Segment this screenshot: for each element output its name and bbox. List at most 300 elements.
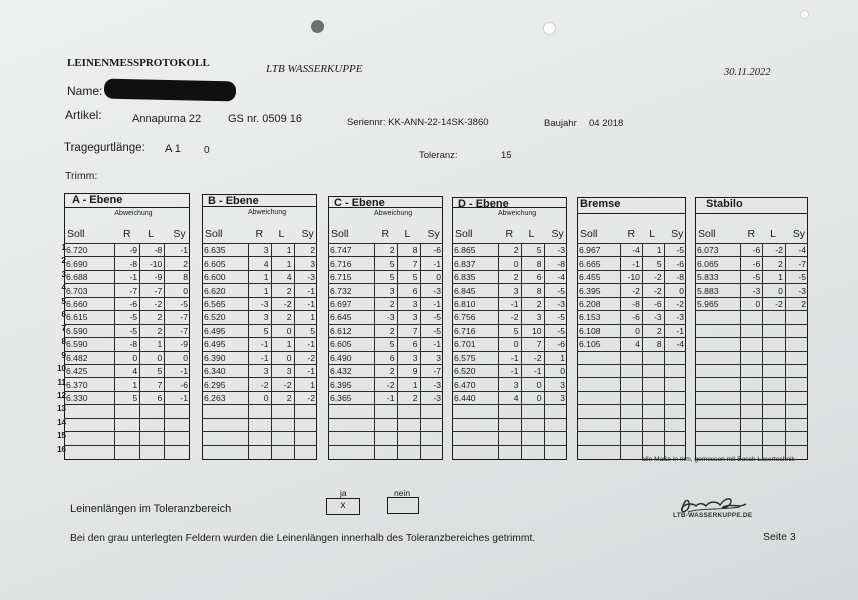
- table-row: [328, 270, 443, 283]
- soll-cell: 6.605: [328, 338, 374, 351]
- deviation-cell: -5: [114, 324, 139, 337]
- block-title: B - Ebene: [208, 195, 259, 207]
- soll-cell: 6.715: [328, 270, 374, 283]
- deviation-cell: 3: [397, 311, 420, 324]
- soll-cell: [452, 418, 498, 431]
- deviation-cell: -6: [621, 311, 643, 324]
- soll-cell: [577, 432, 621, 445]
- table-row: [452, 391, 567, 404]
- deviation-label: Abweichung: [248, 209, 287, 216]
- deviation-cell: [521, 445, 544, 458]
- deviation-cell: [664, 391, 686, 404]
- table-row: [202, 270, 317, 283]
- table-row: [577, 311, 686, 324]
- deviation-cell: 6: [374, 351, 397, 364]
- deviation-cell: 8: [642, 338, 664, 351]
- column-header: Soll: [67, 228, 85, 240]
- deviation-cell: 8: [521, 257, 544, 270]
- column-header: Sy: [301, 228, 314, 240]
- table-row: [202, 432, 317, 445]
- deviation-cell: -6: [740, 244, 763, 257]
- deviation-cell: 1: [271, 338, 294, 351]
- table-row: [452, 432, 567, 445]
- deviation-cell: -6: [165, 378, 190, 391]
- deviation-cell: 4: [271, 270, 294, 283]
- deviation-cell: 2: [785, 297, 808, 310]
- deviation-cell: [621, 405, 643, 418]
- measurement-table: [64, 243, 190, 459]
- deviation-cell: [785, 364, 808, 377]
- column-header: R: [381, 228, 390, 240]
- deviation-cell: -4: [785, 244, 808, 257]
- row-number: 5: [61, 296, 66, 306]
- deviation-cell: [165, 445, 190, 458]
- soll-cell: 6.835: [452, 270, 498, 283]
- deviation-cell: [498, 432, 521, 445]
- punch-hole: [800, 10, 809, 19]
- deviation-cell: [165, 432, 190, 445]
- deviation-cell: -6: [544, 338, 567, 351]
- column-header: Sy: [427, 228, 440, 240]
- deviation-cell: [785, 405, 808, 418]
- deviation-cell: [763, 432, 786, 445]
- soll-cell: 6.395: [577, 284, 621, 297]
- row-number: 6: [61, 310, 66, 320]
- column-header: L: [148, 228, 155, 240]
- table-row: [695, 284, 808, 297]
- column-header: R: [123, 228, 131, 240]
- soll-cell: [695, 364, 740, 377]
- workshop-stamp: [660, 492, 770, 532]
- artikel-label: Artikel:: [65, 108, 102, 122]
- deviation-cell: 0: [544, 364, 567, 377]
- deviation-cell: 1: [248, 284, 271, 297]
- table-row: [577, 378, 686, 391]
- table-row: [695, 364, 808, 377]
- deviation-cell: 2: [374, 244, 397, 257]
- deviation-cell: [621, 418, 643, 431]
- table-row: [328, 297, 443, 310]
- deviation-cell: 1: [114, 378, 139, 391]
- deviation-cell: [740, 311, 763, 324]
- soll-cell: 6.660: [64, 297, 114, 310]
- deviation-cell: [740, 405, 763, 418]
- deviation-cell: -1: [165, 391, 190, 404]
- soll-cell: [64, 445, 114, 458]
- soll-cell: 6.340: [202, 364, 248, 377]
- column-header: R: [255, 228, 264, 240]
- soll-cell: 6.105: [577, 338, 621, 351]
- deviation-cell: -9: [140, 270, 165, 283]
- soll-cell: [577, 418, 621, 431]
- ja-checkbox[interactable]: [326, 498, 360, 515]
- deviation-cell: [374, 405, 397, 418]
- soll-cell: [577, 351, 621, 364]
- deviation-cell: [521, 432, 544, 445]
- table-row: [452, 324, 567, 337]
- table-row: [452, 311, 567, 324]
- soll-cell: [328, 405, 374, 418]
- deviation-cell: 3: [498, 284, 521, 297]
- deviation-cell: [740, 324, 763, 337]
- deviation-cell: [642, 351, 664, 364]
- deviation-cell: -1: [498, 297, 521, 310]
- soll-cell: [202, 445, 248, 458]
- table-row: [328, 391, 443, 404]
- deviation-cell: -1: [294, 338, 317, 351]
- deviation-cell: -1: [621, 257, 643, 270]
- deviation-cell: [763, 405, 786, 418]
- deviation-cell: -2: [621, 284, 643, 297]
- deviation-cell: 3: [374, 284, 397, 297]
- deviation-cell: 5: [374, 338, 397, 351]
- soll-cell: 6.615: [64, 311, 114, 324]
- document-title: LEINENMESSPROTOKOLL: [67, 57, 210, 69]
- deviation-cell: -1: [165, 244, 190, 257]
- soll-cell: 6.756: [452, 311, 498, 324]
- deviation-cell: -1: [248, 338, 271, 351]
- table-row: [695, 324, 808, 337]
- deviation-cell: -2: [294, 391, 317, 404]
- deviation-cell: [740, 391, 763, 404]
- soll-cell: [328, 445, 374, 458]
- deviation-cell: -3: [664, 311, 686, 324]
- deviation-cell: [544, 418, 567, 431]
- row-number: 2: [61, 256, 66, 266]
- soll-cell: [695, 418, 740, 431]
- deviation-cell: -2: [140, 297, 165, 310]
- table-row: [328, 244, 443, 257]
- table-row: [202, 338, 317, 351]
- deviation-cell: [763, 311, 786, 324]
- deviation-cell: 1: [397, 378, 420, 391]
- deviation-cell: 0: [521, 391, 544, 404]
- table-row: [695, 311, 808, 324]
- table-row: [577, 338, 686, 351]
- deviation-cell: 3: [544, 378, 567, 391]
- deviation-cell: [165, 418, 190, 431]
- soll-cell: [577, 364, 621, 377]
- table-row: [452, 297, 567, 310]
- serial-number: Seriennr: KK-ANN-22-14SK-3860: [347, 117, 489, 128]
- deviation-cell: [763, 351, 786, 364]
- deviation-cell: 3: [498, 378, 521, 391]
- deviation-cell: [763, 418, 786, 431]
- baujahr-label: Baujahr: [544, 118, 577, 129]
- table-row: [202, 311, 317, 324]
- deviation-cell: 6: [521, 270, 544, 283]
- table-row: [202, 257, 317, 270]
- soll-cell: 6.073: [695, 244, 740, 257]
- tragegurt-value: 0: [204, 145, 210, 156]
- table-row: [695, 432, 808, 445]
- deviation-cell: 9: [397, 364, 420, 377]
- deviation-cell: [642, 378, 664, 391]
- deviation-cell: -4: [664, 338, 686, 351]
- soll-cell: [202, 405, 248, 418]
- table-row: [328, 405, 443, 418]
- table-row: [577, 284, 686, 297]
- deviation-cell: -2: [271, 378, 294, 391]
- table-row: [64, 324, 190, 337]
- soll-cell: 6.440: [452, 391, 498, 404]
- table-row: [202, 418, 317, 431]
- deviation-cell: 2: [763, 257, 786, 270]
- soll-cell: [695, 405, 740, 418]
- table-row: [577, 364, 686, 377]
- deviation-cell: 0: [271, 324, 294, 337]
- nein-checkbox[interactable]: [387, 497, 419, 514]
- deviation-cell: 1: [642, 244, 664, 257]
- deviation-cell: -3: [785, 284, 808, 297]
- deviation-cell: 1: [248, 270, 271, 283]
- footnote: alle Maße in mm, gemessen mit Bosch Lasertechnik: [642, 456, 795, 463]
- deviation-cell: [294, 405, 317, 418]
- deviation-cell: 5: [114, 391, 139, 404]
- soll-cell: 5.965: [695, 297, 740, 310]
- soll-cell: [452, 405, 498, 418]
- deviation-cell: 5: [521, 244, 544, 257]
- deviation-cell: -4: [621, 244, 643, 257]
- deviation-cell: 1: [271, 257, 294, 270]
- table-row: [452, 244, 567, 257]
- table-row: [577, 297, 686, 310]
- table-row: [202, 391, 317, 404]
- deviation-cell: [114, 432, 139, 445]
- table-row: [64, 378, 190, 391]
- table-row: [328, 378, 443, 391]
- deviation-cell: [785, 378, 808, 391]
- deviation-cell: [521, 418, 544, 431]
- deviation-cell: 8: [397, 244, 420, 257]
- deviation-cell: 7: [397, 257, 420, 270]
- deviation-cell: 1: [294, 378, 317, 391]
- baujahr-value: 04 2018: [589, 118, 624, 129]
- soll-cell: 6.395: [328, 378, 374, 391]
- deviation-cell: [248, 418, 271, 431]
- deviation-cell: -3: [740, 284, 763, 297]
- row-number: 11: [57, 377, 66, 387]
- deviation-cell: -6: [420, 244, 443, 257]
- table-row: [328, 284, 443, 297]
- tragegurt-a: A 1: [165, 143, 181, 155]
- soll-cell: [452, 445, 498, 458]
- table-row: [202, 364, 317, 377]
- nein-label: nein: [394, 488, 411, 498]
- deviation-cell: -4: [544, 270, 567, 283]
- soll-cell: 6.482: [64, 351, 114, 364]
- deviation-cell: [621, 445, 643, 458]
- deviation-cell: [785, 311, 808, 324]
- soll-cell: 6.605: [202, 257, 248, 270]
- deviation-cell: [248, 405, 271, 418]
- deviation-cell: -1: [248, 351, 271, 364]
- block-title: Stabilo: [706, 198, 743, 210]
- deviation-cell: 0: [114, 351, 139, 364]
- column-header: L: [528, 228, 535, 240]
- page-number: Seite 3: [763, 531, 796, 543]
- table-row: [328, 418, 443, 431]
- deviation-cell: [521, 405, 544, 418]
- soll-cell: 6.645: [328, 311, 374, 324]
- deviation-cell: -1: [294, 297, 317, 310]
- column-header: L: [278, 228, 285, 240]
- soll-cell: 6.620: [202, 284, 248, 297]
- deviation-cell: [420, 405, 443, 418]
- soll-cell: [577, 391, 621, 404]
- soll-cell: 6.590: [64, 338, 114, 351]
- soll-cell: [202, 432, 248, 445]
- table-row: [577, 351, 686, 364]
- column-header: Sy: [671, 228, 684, 240]
- redacted-name: [104, 79, 236, 102]
- deviation-cell: [544, 405, 567, 418]
- soll-cell: 6.520: [202, 311, 248, 324]
- column-header: R: [627, 228, 636, 240]
- soll-cell: 6.865: [452, 244, 498, 257]
- table-row: [64, 445, 190, 458]
- deviation-cell: 3: [248, 311, 271, 324]
- deviation-cell: 0: [621, 324, 643, 337]
- soll-cell: 6.690: [64, 257, 114, 270]
- organization-name: LTB WASSERKUPPE: [266, 63, 363, 75]
- deviation-cell: 0: [271, 351, 294, 364]
- deviation-cell: [397, 445, 420, 458]
- column-header: Sy: [551, 228, 564, 240]
- deviation-cell: [642, 432, 664, 445]
- soll-cell: [695, 378, 740, 391]
- deviation-cell: -8: [114, 338, 139, 351]
- table-row: [202, 297, 317, 310]
- block-title-divider: [64, 207, 190, 208]
- soll-cell: [328, 418, 374, 431]
- soll-cell: 6.837: [452, 257, 498, 270]
- soll-cell: [64, 405, 114, 418]
- table-row: [64, 405, 190, 418]
- deviation-cell: -6: [740, 257, 763, 270]
- soll-cell: [577, 378, 621, 391]
- row-number: 9: [61, 350, 66, 360]
- deviation-cell: [294, 432, 317, 445]
- soll-cell: 6.747: [328, 244, 374, 257]
- table-row: [202, 351, 317, 364]
- deviation-cell: 5: [374, 257, 397, 270]
- deviation-cell: -3: [642, 311, 664, 324]
- trim-note: Bei den grau unterlegten Feldern wurden die Leinenlängen innerhalb des Toleranzbereiches getrimmt.: [70, 533, 536, 544]
- deviation-cell: -5: [114, 311, 139, 324]
- deviation-cell: -1: [498, 364, 521, 377]
- deviation-cell: -8: [621, 297, 643, 310]
- soll-cell: 6.720: [64, 244, 114, 257]
- deviation-cell: -1: [294, 364, 317, 377]
- deviation-cell: -2: [374, 378, 397, 391]
- soll-cell: [695, 311, 740, 324]
- deviation-cell: [294, 445, 317, 458]
- column-header: Soll: [580, 228, 598, 240]
- soll-cell: 6.455: [577, 270, 621, 283]
- column-header: Sy: [792, 228, 805, 240]
- deviation-cell: 1: [294, 311, 317, 324]
- stamp-text: LTB-WASSERKUPPE.DE: [673, 512, 753, 519]
- deviation-cell: 0: [140, 351, 165, 364]
- column-header: Soll: [205, 228, 223, 240]
- gs-number: GS nr. 0509 16: [228, 113, 302, 125]
- deviation-cell: 2: [374, 297, 397, 310]
- deviation-cell: [785, 418, 808, 431]
- table-row: [202, 405, 317, 418]
- block-title: D - Ebene: [458, 198, 509, 210]
- deviation-cell: 2: [140, 324, 165, 337]
- table-row: [577, 244, 686, 257]
- deviation-cell: -3: [374, 311, 397, 324]
- row-number: 4: [61, 283, 66, 293]
- deviation-cell: [664, 351, 686, 364]
- deviation-cell: -7: [420, 364, 443, 377]
- soll-cell: 6.365: [328, 391, 374, 404]
- deviation-cell: [664, 432, 686, 445]
- table-row: [202, 324, 317, 337]
- deviation-cell: 1: [271, 244, 294, 257]
- trimm-label: Trimm:: [65, 170, 98, 182]
- deviation-cell: 5: [248, 324, 271, 337]
- deviation-cell: -10: [140, 257, 165, 270]
- deviation-cell: -1: [664, 324, 686, 337]
- deviation-cell: [785, 391, 808, 404]
- soll-cell: 6.425: [64, 364, 114, 377]
- table-row: [64, 297, 190, 310]
- table-row: [695, 405, 808, 418]
- block-title: A - Ebene: [72, 194, 123, 206]
- soll-cell: 6.263: [202, 391, 248, 404]
- block-title: C - Ebene: [334, 197, 385, 209]
- deviation-cell: 3: [248, 244, 271, 257]
- deviation-cell: [664, 405, 686, 418]
- soll-cell: 5.883: [695, 284, 740, 297]
- deviation-cell: [740, 338, 763, 351]
- deviation-cell: -5: [544, 324, 567, 337]
- measurement-table: [577, 243, 686, 459]
- deviation-cell: [740, 378, 763, 391]
- table-row: [328, 364, 443, 377]
- soll-cell: 6.635: [202, 244, 248, 257]
- table-row: [695, 244, 808, 257]
- soll-cell: 6.370: [64, 378, 114, 391]
- deviation-cell: -9: [114, 244, 139, 257]
- table-row: [64, 284, 190, 297]
- tolerance-label: Leinenlängen im Toleranzbereich: [70, 503, 232, 515]
- deviation-cell: [498, 405, 521, 418]
- deviation-cell: 0: [498, 257, 521, 270]
- soll-cell: 6.520: [452, 364, 498, 377]
- deviation-cell: [642, 418, 664, 431]
- measurement-table: [328, 243, 443, 459]
- deviation-cell: [165, 405, 190, 418]
- deviation-cell: [114, 445, 139, 458]
- deviation-cell: -5: [420, 324, 443, 337]
- measurement-table: [202, 243, 317, 459]
- table-row: [452, 364, 567, 377]
- deviation-cell: 4: [114, 364, 139, 377]
- deviation-cell: -8: [140, 244, 165, 257]
- block-title-divider: [695, 213, 808, 214]
- deviation-cell: 3: [544, 391, 567, 404]
- column-header: L: [404, 228, 411, 240]
- table-row: [64, 257, 190, 270]
- deviation-cell: [248, 432, 271, 445]
- soll-cell: 6.665: [577, 257, 621, 270]
- table-row: [577, 405, 686, 418]
- deviation-cell: 5: [140, 364, 165, 377]
